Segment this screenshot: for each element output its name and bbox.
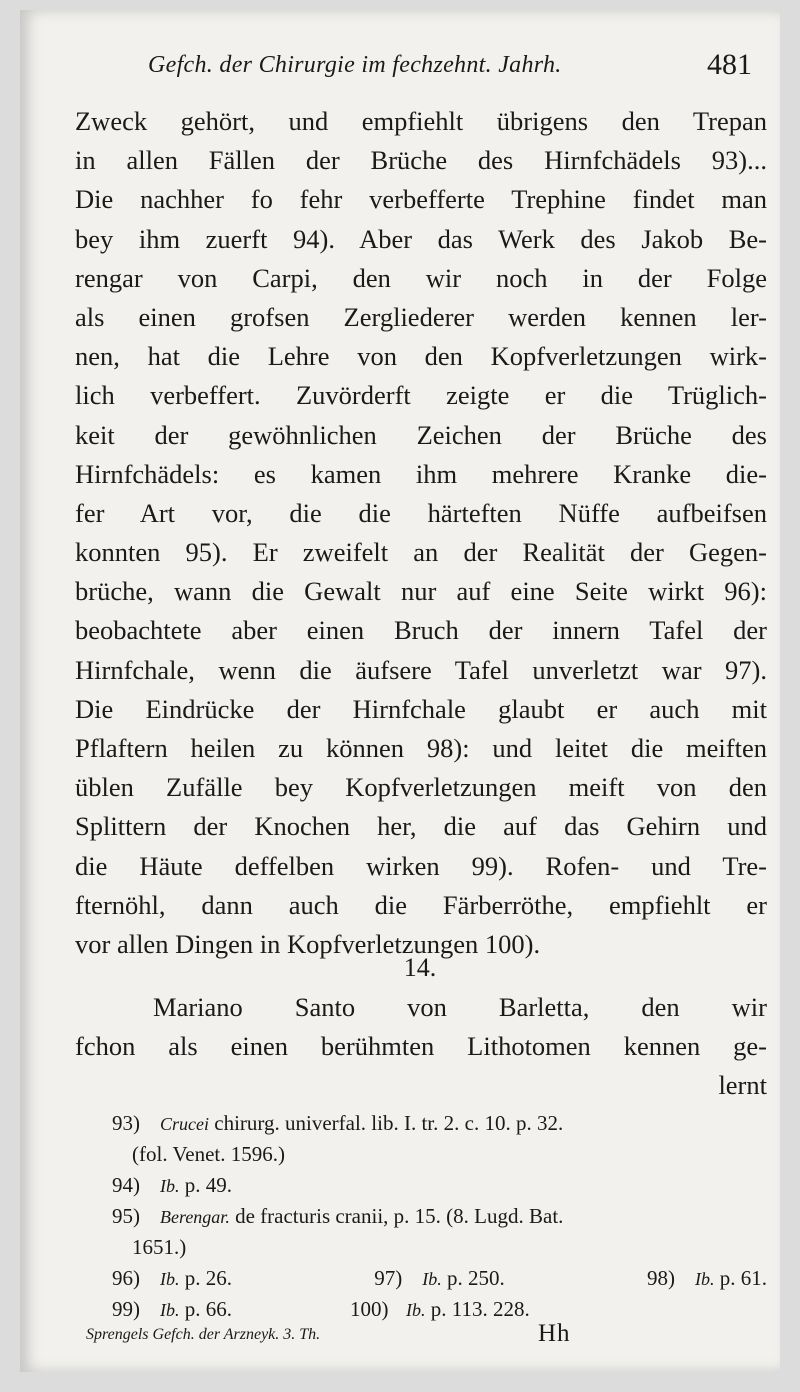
footnote-source: Crucei — [160, 1114, 209, 1134]
footnote-number: 95) — [112, 1204, 140, 1228]
footnote-row-96-98 — [112, 1263, 767, 1294]
footnote-source: Ib. — [695, 1269, 715, 1289]
footnote-text: chirurg. univerfal. lib. I. tr. 2. c. 10. p. 32. — [209, 1111, 564, 1135]
footnote-text: de fracturis cranii, p. 15. (8. Lugd. Bat. — [229, 1204, 564, 1228]
footnote-source: Ib. — [160, 1269, 180, 1289]
footnote-95 — [112, 1201, 767, 1232]
footnote-source: Berengar. — [160, 1207, 230, 1227]
footnote-number: 98) — [647, 1266, 675, 1290]
footnote-text: p. 113. 228. — [425, 1297, 530, 1321]
text-line: Die nachher fo fehr verbefferte Trephine findet man — [75, 184, 767, 215]
signature-mark: Hh — [538, 1320, 571, 1347]
second-paragraph — [75, 988, 767, 1106]
text-line: fternöhl, dann auch die Färberröthe, empfiehlt er — [75, 889, 767, 920]
text-line: nen, hat die Lehre von den Kopfverletzungen wirk- — [75, 341, 767, 372]
text-line: vor allen Dingen in Kopfverletzungen 100). — [75, 928, 541, 959]
text-line: lich verbeffert. Zuvörderft zeigte er die Trüglich- — [75, 380, 767, 411]
main-paragraph — [75, 102, 767, 964]
text-line: konnten 95). Er zweifelt an der Realität der Gegen- — [75, 537, 767, 568]
text-line: in allen Fällen der Brüche des Hirnfchädels 93)... — [75, 145, 767, 176]
page-footer — [86, 1320, 686, 1350]
footnote-source: Ib. — [406, 1300, 426, 1320]
text-line: die Häute deffelben wirken 99). Rofen- und Tre- — [75, 850, 767, 881]
book-page — [20, 10, 780, 1372]
footnote-98 — [647, 1263, 767, 1294]
text-line: Zweck gehört, und empfiehlt übrigens den Trepan — [75, 106, 767, 136]
text-line: brüche, wann die Gewalt nur auf eine Seite wirkt 96): — [75, 576, 767, 607]
footnote-97 — [374, 1263, 505, 1294]
footnote-number: 99) — [112, 1297, 140, 1321]
text-line: Mariano Santo von Barletta, den wir — [153, 992, 767, 1022]
footnote-93-continuation: (fol. Venet. 1596.) — [132, 1142, 285, 1166]
footnote-number: 93) — [112, 1111, 140, 1135]
text-line: fer Art vor, die die härteften Nüffe aufbeifsen — [75, 497, 767, 528]
footnotes — [112, 1108, 767, 1325]
footnote-text: p. 250. — [441, 1266, 505, 1290]
signature-line: Sprengels Gefch. der Arzneyk. 3. Th. — [86, 1326, 321, 1343]
text-line: fchon als einen berühmten Lithotomen kennen ge- — [75, 1031, 767, 1062]
page-header — [20, 48, 770, 88]
text-line: keit der gewöhnlichen Zeichen der Brüche des — [75, 419, 767, 450]
text-line: Die Eindrücke der Hirnfchale glaubt er auch mit — [75, 693, 767, 724]
text-line: beobachtete aber einen Bruch der innern Tafel der — [75, 615, 767, 646]
page-number: 481 — [707, 48, 752, 81]
footnote-number: 94) — [112, 1173, 140, 1197]
text-line: Hirnfchale, wenn die äufsere Tafel unverletzt war 97). — [75, 654, 767, 685]
footnote-number: 96) — [112, 1266, 140, 1290]
text-line: rengar von Carpi, den wir noch in der Folge — [75, 262, 767, 293]
footnote-95-continuation: 1651.) — [132, 1235, 187, 1259]
footnote-number: 97) — [374, 1266, 403, 1290]
text-line: Splittern der Knochen her, die auf das Gehirn und — [75, 811, 767, 842]
text-line: bey ihm zuerft 94). Aber das Werk des Jakob Be- — [75, 223, 767, 254]
footnote-source: Ib. — [160, 1300, 180, 1320]
footnote-text: p. 26. — [179, 1266, 232, 1290]
running-title: Gefch. der Chirurgie im fechzehnt. Jahrh. — [148, 52, 562, 78]
catchword: lernt — [718, 1070, 767, 1101]
text-line: Pflaftern heilen zu können 98): und leitet die meiften — [75, 733, 767, 763]
footnote-93 — [112, 1108, 767, 1139]
text-line: als einen grofsen Zergliederer werden kennen ler- — [75, 301, 767, 332]
footnote-text: p. 49. — [179, 1173, 232, 1197]
footnote-source: Ib. — [160, 1176, 180, 1196]
footnote-text: p. 66. — [179, 1297, 232, 1321]
footnote-96 — [112, 1263, 232, 1294]
footnote-source: Ib. — [422, 1269, 442, 1289]
footnote-number: 100) — [350, 1297, 389, 1321]
footnote-94 — [112, 1170, 767, 1201]
section-number: 14. — [403, 953, 437, 982]
text-line: üblen Zufälle bey Kopfverletzungen meift von den — [75, 772, 767, 803]
text-line: Hirnfchädels: es kamen ihm mehrere Kranke die- — [75, 458, 767, 489]
footnote-text: p. 61. — [714, 1266, 767, 1290]
